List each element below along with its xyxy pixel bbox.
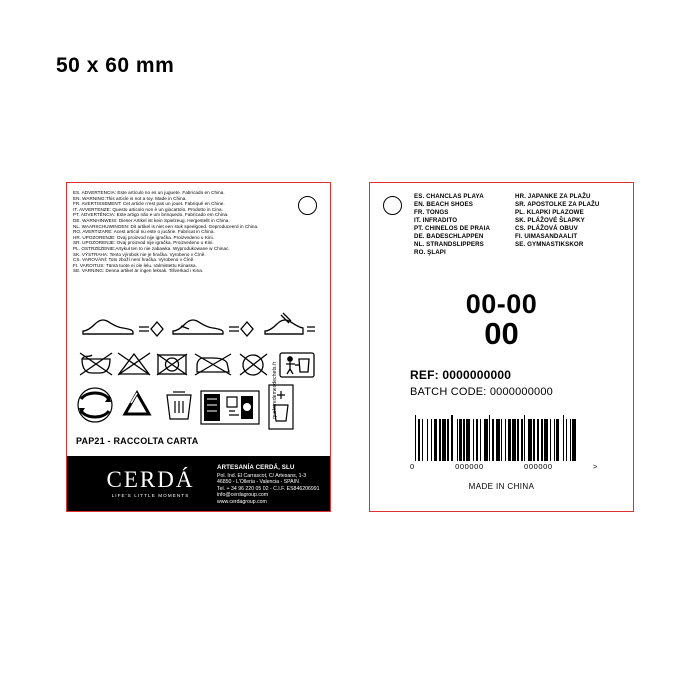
warning-line: IT. AVVERTENZE: Questo articolo non è un giocattolo. Prodotto in Cina. (73, 206, 223, 212)
barcode-digit-group: > (593, 462, 598, 471)
product-name-line: ES. CHANCLAS PLAYA (414, 193, 484, 200)
barcode-digit-group: 000000 (524, 462, 553, 471)
product-name-line: NL. STRANDSLIPPERS (414, 241, 484, 248)
barcode-digits (410, 462, 598, 471)
product-name-line: SK. PLÁŽOVÉ ŠLAPKY (515, 217, 585, 224)
size-value: 00 (484, 316, 519, 351)
warning-line: CS. VAROVÁNÍ: Toto zboží není hračka. Vyrobeno v Číně. (73, 257, 195, 263)
made-in-label: MADE IN CHINA (468, 482, 535, 491)
warning-line: DE. WARNHINWEIS: Dieser Artikel ist kein Spielzeug. Hergestellt in China. (73, 217, 230, 223)
warning-line: PL. OSTRZEŻENIE:Artykuł ten to nie zabawka. Wyprodukowane w Chinac. (73, 245, 230, 251)
warning-text-block (73, 190, 273, 274)
company-address-line: Pol. Ind. El Carrascot, C/ Artesans, 1-3 (217, 473, 307, 479)
right-label-card (369, 182, 634, 512)
barcode-digit-group: 0 (410, 462, 415, 471)
product-name-list-right (515, 193, 625, 249)
warning-line: FI. VAROITUS: Tämä tuote ei ole lelu. Valmistettu Kiinassa. (73, 262, 197, 268)
brand-logo (93, 467, 208, 498)
company-address-line: 46850 - L'Olleria - Valencia - SPAIN (217, 479, 299, 486)
product-name-line: EN. BEACH SHOES (414, 201, 473, 208)
warning-line: SK. VÝSTRAHA: Tento výrobok nie je hračka. Vyrobeno v Číně. (73, 251, 206, 257)
product-name-line: CS. PLÁŽOVÁ OBUV (515, 225, 578, 232)
product-name-line: PL. KLAPKI PLAZOWE (515, 209, 584, 216)
brand-tagline: LIFE'S LITTLE MOMENTS (111, 493, 190, 498)
product-name-line: IT. INFRADITO (414, 217, 458, 224)
warning-line: FR. AVERTISSEMENT: Cet article n'est pas un jouet. Fabriqué en Chine. (73, 201, 225, 207)
barcode-digit-group: 000000 (455, 462, 484, 471)
product-name-line: DE. BADESCHLAPPEN (414, 233, 484, 240)
warning-line: PT. ADVERTÊNCIA: Este artigo não e um brinquedo. Fabricado em China. (73, 212, 229, 218)
page-title: 50 x 60 mm (56, 54, 175, 77)
brand-footer (67, 456, 330, 511)
product-name-line: PT. CHINELOS DE PRAIA (414, 225, 491, 232)
disposal-url-text: quefairedemesdechets.fr (272, 361, 278, 419)
batch-code: BATCH CODE: 0000000000 (410, 386, 553, 398)
care-icon-row-shoes (77, 307, 323, 343)
disposal-url (272, 361, 321, 429)
pap-code-label: PAP21 - RACCOLTA CARTA (76, 436, 199, 446)
product-name-line: SE. GYMNASTIKSKOR (515, 241, 584, 248)
hang-hole-icon (298, 196, 317, 215)
reference-code: REF: 0000000000 (410, 368, 512, 382)
barcode (415, 415, 591, 461)
company-email: info@cerdagroup.com (217, 492, 269, 499)
company-address-line: Tel. + 34 96 220 05 02 - C.I.F. ES846206991 (217, 485, 320, 492)
warning-line: ES. ADVERTENCIA: Este artículo no es un juguete. Fabricado en China. (73, 190, 225, 195)
product-name-line: FR. TONGS (414, 209, 449, 216)
prohibition-icons (77, 345, 323, 381)
product-name-list-left (414, 193, 524, 257)
company-block (217, 464, 329, 505)
care-icon-row-prohibitions (77, 345, 323, 381)
company-website: www.cerdagroup.com (217, 498, 267, 505)
warning-line: NL. WAARSCHUWINGEN: Dit artikel is niet een stuk speelgoed. Geproduceerd in China. (73, 223, 259, 229)
product-name-line: RO. ŞLAPI (414, 249, 446, 256)
size-range: 00-00 (465, 289, 538, 319)
warning-line: EN. WARNING:This article is not a toy. Made in China. (73, 195, 187, 201)
warning-line: SR. UPOZORENJE: Ovaj proizvod nije igračka. Proizvedeno u Kini. (73, 240, 214, 246)
product-name-line: HR. JAPANKE ZA PLAŽU (515, 193, 591, 200)
product-name-line: SR. APOSTOLKE ZA PLAŽU (515, 201, 600, 208)
left-label-card (66, 182, 331, 512)
warning-line: RO. AVERTIZARE: Acest articol nu este o jucărie. Fabricat in China. (73, 229, 215, 235)
shoe-care-icons (77, 307, 323, 343)
hang-hole-icon (383, 196, 402, 215)
brand-name: CERDÁ (106, 467, 195, 492)
product-name-line: FI. UIMASANDAALIT (515, 233, 578, 240)
warning-line: HR. UPOZORENJE: Ovaj proizvod nije igračka. Proizvedeno u Kini. (73, 234, 215, 240)
warning-line: SE. VARNING: Denna artikel är ingen leksak. Tillverkad i Kina. (73, 268, 204, 274)
company-name: ARTESANÍA CERDÁ, SLU (217, 464, 295, 471)
